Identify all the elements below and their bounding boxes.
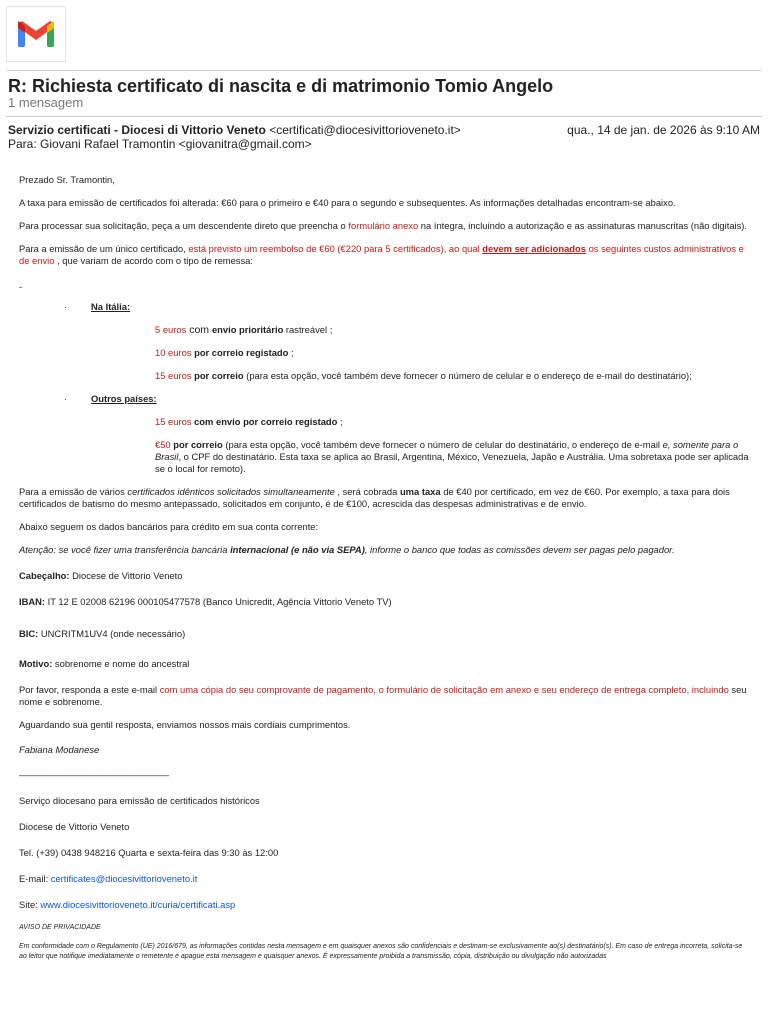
abroad-heading: · Outros países: [64, 393, 157, 404]
website-link[interactable]: www.diocesivittorioveneto.it/curia/certificati.asp [40, 899, 236, 910]
paragraph-bank-intro: Abaixo seguem os dados bancários para crédito em sua conta corrente: [19, 521, 319, 532]
subject-divider [6, 116, 762, 117]
paragraph-attention: Atenção: se você fizer uma transferência bancária internacional (e não via SEPA), informe o banco que todas as comissões devem ser pagas pelo pagador. [19, 544, 675, 555]
signature-separator: ———————————————— [19, 769, 169, 780]
form-attachment-link: formulário anexo [348, 220, 419, 231]
paragraph-form: Para processar sua solicitação, peça a um descendente direto que preencha o formulário anexo na íntegra, incluindo a autorização e as assinaturas manuscritas (não digitais). [19, 220, 748, 231]
paragraph-single-certificate: Para a emissão de um único certificado, está previsto um reembolso de €60 (€220 para 5 certificados), ao qual devem ser adicionados os seguintes custos administrativos e de envio , que variam de acordo com o tipo de remessa: [19, 243, 744, 266]
italy-option-2: 10 euros por correio registado ; [155, 347, 294, 358]
italy-heading: · Na Itália: [64, 301, 131, 312]
gmail-logo [6, 6, 66, 62]
sender-address: <certificati@diocesivittorioveneto.it> [269, 123, 461, 137]
greeting: Prezado Sr. Tramontin, [19, 174, 115, 185]
diocese-name: Diocese de Vittorio Veneto [19, 821, 130, 832]
closing: Aguardando sua gentil resposta, enviamos nossos mais cordiais cumprimentos. [19, 719, 351, 730]
dash-marker: - [19, 281, 23, 292]
site-line: Site: www.diocesivittorioveneto.it/curia/certificati.asp [19, 899, 236, 910]
message-count: 1 mensagem [8, 95, 84, 110]
service-name: Serviço diocesano para emissão de certificados históricos [19, 795, 260, 806]
bank-holder: Cabeçalho: Diocese de Vittorio Veneto [19, 570, 183, 581]
email-line: E-mail: certificates@diocesivittorioveneto.it [19, 873, 198, 884]
sender-name: Servizio certificati - Diocesi di Vittorio Veneto [8, 123, 266, 137]
privacy-title: AVISO DE PRIVACIDADE [19, 924, 101, 931]
recipient-line: Para: Giovani Rafael Tramontin <giovanitra@gmail.com> [8, 137, 312, 151]
payment-reason: Motivo: sobrenome e nome do ancestral [19, 658, 190, 669]
sender-line [8, 123, 461, 137]
italy-option-1: 5 euros com envio prioritário rastreável ; [155, 324, 333, 336]
bullet-marker: · [64, 301, 68, 312]
email-date: qua., 14 de jan. de 2026 às 9:10 AM [567, 123, 760, 137]
header-divider [6, 70, 762, 71]
bullet-marker: · [64, 393, 68, 404]
paragraph-multiple-certificates: Para a emissão de vários certificados idênticos solicitados simultaneamente , será cobrada uma taxa de €40 por certificado, em vez de €60. Por exemplo, a taxa para dois certificados de batismo do mesmo antepassado, solicitados em conjunto, é de €100, acrescida das despesas administrativas e de envio. [19, 486, 730, 509]
paragraph-fee-change: A taxa para emissão de certificados foi alterada: €60 para o primeiro e €40 para o segundo e subsequentes. As informações detalhadas encontram-se abaixo. [19, 197, 676, 208]
contact-email-link[interactable]: certificates@diocesivittorioveneto.it [50, 873, 198, 884]
phone-line: Tel. (+39) 0438 948216 Quarta e sexta-feira das 9:30 às 12:00 [19, 847, 279, 858]
email-body [19, 174, 751, 973]
paragraph-reply-request: Por favor, responda a este e-mail com uma cópia do seu comprovante de pagamento, o formulário de solicitação em anexo e seu endereço de entrega completo, incluindo seu nome e sobrenome. [19, 684, 747, 707]
bank-iban: IBAN: IT 12 E 02008 62196 000105477578 (Banco Unicredit, Agência Vittorio Veneto TV) [19, 596, 392, 607]
bank-bic: BIC: UNCRITM1UV4 (onde necessário) [19, 628, 186, 639]
abroad-option-2: €50 por correio (para esta opção, você também deve fornecer o número de celular do destinatário, o endereço de e-mail e, somente para o Brasil, o CPF do destinatário. Esta taxa se aplica ao Brasil, Argentina, México, Venezuela, Japão e Austrália. Uma sobretaxa pode ser aplicada se o local for remoto). [155, 439, 749, 474]
gmail-logo-icon [16, 19, 56, 49]
email-subject: R: Richiesta certificato di nascita e di matrimonio Tomio Angelo [8, 76, 554, 96]
privacy-text: Em conformidade com o Regulamento (UE) 2016/679, as informações contidas nesta mensagem e em quaisquer anexos são confidenciais e destinam-se exclusivamente ao(s) destinatário(s). Em caso de entrega incorreta, solicita-se ao leitor que notifique imediatamente o remetente e apague esta mensagem e quaisquer anexos. É expressamente proibida a transmissão, cópia, distribuição ou divulgação não autorizadas [19, 943, 743, 960]
signature: Fabiana Modanese [19, 744, 100, 755]
abroad-option-1: 15 euros com envio por correio registado ; [155, 416, 343, 427]
italy-option-3: 15 euros por correio (para esta opção, você também deve fornecer o número de celular e o endereço de e-mail do destinatário); [155, 370, 692, 381]
